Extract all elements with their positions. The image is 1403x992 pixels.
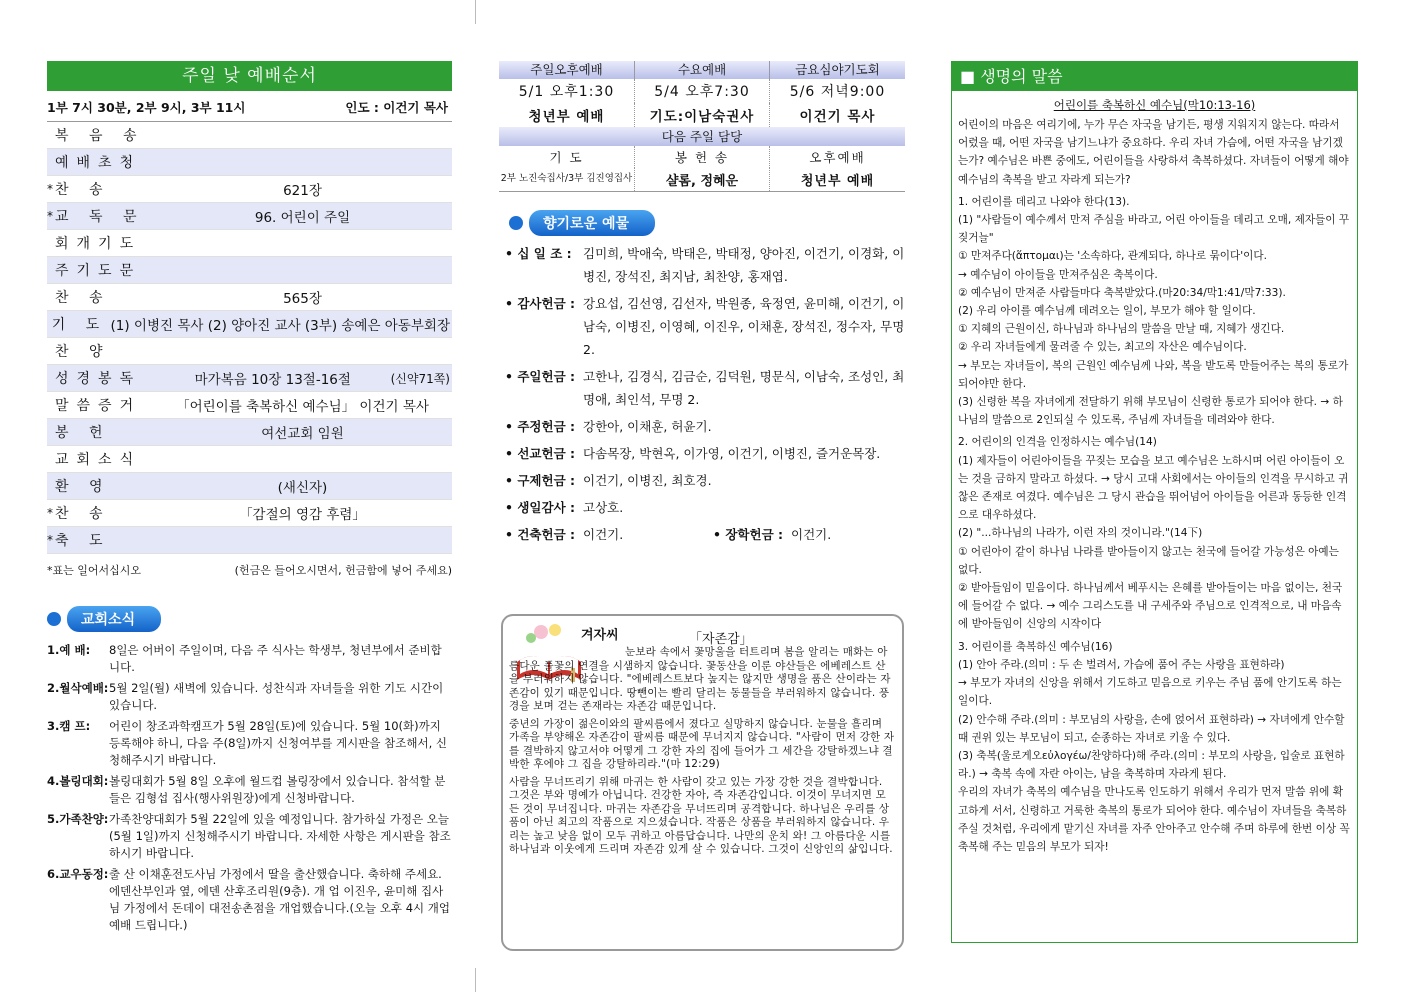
- order-row: [47, 446, 452, 473]
- news-text: 볼링대회가 5월 8일 오후에 월드컵 볼링장에서 있습니다. 참석할 분들은 김형섭 집사(행사위원장)에게 신청바랍니다.: [109, 774, 446, 805]
- news-item: [47, 811, 452, 862]
- news-item: [47, 642, 452, 676]
- sermon-paragraph: 어린이의 마음은 여리기에, 누가 무슨 자국을 남기든, 평생 지워지지 않는다. 따라서 어렸을 때, 어떤 자국을 남기느냐가 중요하다. 우리 자녀 가슴에, 어떤 자국을 남기겠는가? 예수님은 바쁜 중에도, 어린이들을 사랑하셔 축복하셨다. 자녀들이 어떻게 해야 예수님의 축복을 받고 자라게 되는가?: [958, 119, 1349, 186]
- order-row: [47, 149, 452, 176]
- order-name: 찬 양: [55, 344, 111, 360]
- offering-label: • 주정헌금 :: [505, 419, 575, 434]
- order-row: [47, 419, 452, 446]
- sermon-paragraph: → 부모가 자녀의 신앙을 위해서 기도하고 믿음으로 키우는 주님 품에 안기도록 하는 일이다.: [958, 677, 1342, 708]
- sermon-paragraph: ② 우리 자녀들에게 물려줄 수 있는, 최고의 자산은 예수님이다.: [958, 341, 1247, 354]
- offering-names: 강한아, 이채훈, 허윤기.: [583, 419, 712, 434]
- sermon-paragraph: 우리의 자녀가 축복의 예수님을 만나도록 인도하기 위해서 우리가 먼저 말씀 위에 확고하게 서서, 신령하고 거룩한 축복의 통로가 되어야 한다. 예수님이 자녀들을 축복하주실 것처럼, 우리에게 맡기신 자녀를 자주 안아주고 안수해 주며 하루에 한번 이상 꼭 축복해 주는 믿음의 부모가 되자!: [958, 786, 1350, 853]
- order-name: 예배초청: [55, 155, 142, 171]
- mustard-tag: 겨자씨: [581, 628, 619, 643]
- scholar-label: • 장학헌금 :: [713, 527, 783, 542]
- news-item: [47, 680, 452, 714]
- essay-body: [509, 646, 896, 861]
- essay-paragraph: 중년의 가장이 젊은이와의 팔씨름에서 졌다고 실망하지 않습니다. 눈물을 흘리며 가족을 부양해온 자존감이 팔씨름 때문에 무너지지 않습니다. "사람이 먼저 강한 자를 결박하지 않고서야 어떻게 그 강한 자의 집에 들어가 그 세간을 강탈하겠느냐 결박한 후에야 그 집을 강탈하리라."(마 12:29): [509, 717, 895, 770]
- offering-row: [505, 365, 905, 411]
- offering-row-extra: [499, 523, 905, 546]
- order-content: 621장: [283, 183, 322, 199]
- sermon-paragraph: (2) 우리 아이를 예수님께 데려오는 일이, 부모가 해야 할 일이다.: [958, 305, 1256, 318]
- news-item: [47, 718, 452, 769]
- offering-label: • 감사헌금 :: [505, 296, 575, 311]
- sermon-paragraph: 2. 어린이의 인격을 인정하시는 예수님(14): [958, 436, 1157, 449]
- service-times: 1부 7시 30분, 2부 9시, 3부 11시: [47, 100, 246, 115]
- order-name: 찬 송: [55, 290, 111, 306]
- sermon-paragraph: (2) 안수해 주라.(의미 : 부모님의 사랑을, 손에 얹어서 표현하라) → 자녀에게 안수할 때 권위 있는 부모님이 되고, 순종하는 자녀로 키울 수 있다.: [958, 713, 1345, 744]
- order-content: 「감절의 영감 후렴」: [239, 507, 366, 523]
- offering-row: [505, 469, 905, 492]
- offering-note: (헌금은 들어오시면서, 헌금함에 넣어 주세요): [234, 564, 452, 577]
- sermon-paragraph: (1) 안아 주라.(의미 : 두 손 벌려서, 가슴에 품어 주는 사랑을 표현하라): [958, 658, 1285, 671]
- service-header: 수요예배: [634, 61, 769, 79]
- offering-row: [505, 415, 905, 438]
- sermon-body: [952, 113, 1357, 856]
- duty-value: 청년부 예배: [769, 168, 905, 191]
- news-text: 출 산 이채훈전도사님 가정에서 딸을 출산했습니다. 축하해 주세요. 에덴산부인과 옆, 에덴 산후조리원(9층). 개 업 이진우, 윤미해 집사님 가정에서 돈데이 대전송촌점을 개업했습니다.(오늘 오후 4시 개업예배 드립니다.): [109, 867, 450, 932]
- offerings-title: 향기로운 예물: [529, 210, 655, 236]
- duty-header: 기 도: [549, 150, 584, 165]
- worship-subline: [47, 91, 452, 122]
- service-header: 주일오후예배: [499, 61, 634, 79]
- news-text: 5월 2일(월) 새벽에 있습니다. 성찬식과 자녀들을 위한 기도 시간이 있습니다.: [109, 681, 444, 712]
- sermon-paragraph: 1. 어린이를 데리고 나와야 한다(13).: [958, 195, 1130, 208]
- stand-note: *표는 일어서십시오: [47, 564, 142, 577]
- word-of-life-panel: [951, 61, 1358, 943]
- order-row: [47, 338, 452, 365]
- sermon-paragraph: (1) "사람들이 예수께서 만져 주심을 바라고, 어린 아이들을 데리고 오매, 제자들이 꾸짖거늘": [958, 214, 1350, 245]
- offering-label: • 주일헌금 :: [505, 369, 575, 384]
- order-row: [47, 392, 452, 419]
- order-content: 565장: [283, 291, 322, 307]
- order-content: (1) 이병진 목사 (2) 양아진 교사 (3부) 송예은 아동부회장: [110, 318, 450, 334]
- news-label: 1.예 배:: [47, 643, 91, 657]
- order-row: [47, 527, 452, 554]
- service-header: 금요심야기도회: [769, 61, 905, 79]
- order-row: [47, 203, 452, 230]
- next-duty-grid: [499, 146, 905, 192]
- offering-row: [505, 242, 905, 288]
- schedule-panel: [499, 61, 905, 546]
- fold-line-top: [475, 0, 476, 24]
- news-text: 8일은 어버이 주일이며, 다음 주 식사는 학생부, 청년부에서 준비합니다.: [109, 643, 442, 674]
- order-row: [47, 473, 452, 500]
- essay-title: 「자존감」: [689, 632, 753, 647]
- sermon-paragraph: ① 만져주다(ἅπτομαι)는 '소속하다, 관계되다, 하나로 묶이다'이다.: [958, 250, 1267, 263]
- order-name: 찬 송: [55, 182, 111, 198]
- order-name: 찬 송: [55, 506, 111, 522]
- order-row: [47, 311, 452, 338]
- news-list: [47, 642, 452, 934]
- news-label: 6.교우동정:: [47, 867, 109, 881]
- bullet-dot-icon: [47, 612, 61, 626]
- offering-names: 김미희, 박애숙, 박태은, 박태정, 양아진, 이건기, 이경화, 이병진, 장석진, 최지남, 최찬양, 홍재엽.: [583, 246, 905, 284]
- sermon-paragraph: ② 예수님이 만져준 사람들마다 축복받았다.(마20:34/막1:41/막7:33).: [958, 286, 1286, 299]
- order-row: [47, 284, 452, 311]
- offering-row: [505, 292, 905, 361]
- order-name: 회개기도: [55, 236, 142, 252]
- sermon-paragraph: ② 받아들임이 믿음이다. 하나님께서 베푸시는 은혜를 받아들이는 마음 없이는, 천국에 들어갈 수 없다. → 예수 그리스도를 내 구세주와 주님으로 인격적으로, 내 마음속에 받아들임이 신앙의 시작이다: [958, 582, 1343, 631]
- sermon-paragraph: ① 어린아이 같이 하나님 나라를 받아들이지 않고는 천국에 들어갈 가능성은 아예는 없다.: [958, 545, 1339, 576]
- news-text: 어린이 창조과학캠프가 5월 28일(토)에 있습니다. 5월 10(화)까지 등록해야 하니, 다음 주(8일)까지 신청여부를 게시판을 참조해서, 신청해주시기 바랍니다.: [109, 719, 448, 767]
- order-row: [47, 500, 452, 527]
- order-name: 기 도: [51, 317, 108, 333]
- duty-header: 오후예배: [769, 146, 905, 168]
- news-label: 5.가족찬양:: [47, 812, 109, 826]
- fold-line-bottom: [475, 968, 476, 992]
- offering-names: 이건기, 이병진, 최호경.: [583, 473, 712, 488]
- order-name: 복 음 송: [55, 128, 145, 144]
- sermon-paragraph: (3) 축복(울로게오εὐλογέω/찬양하다)해 주라.(의미 : 부모의 사랑을, 입술로 표현하라.) → 축복 속에 자란 아이는, 남을 축복하며 자라게 된다.: [958, 749, 1345, 781]
- word-title: ■ 생명의 말씀: [952, 62, 1357, 91]
- news-label: 4.볼링대회:: [47, 774, 109, 788]
- service-leader: 청년부 예배: [528, 109, 605, 125]
- offering-label: • 십 일 조 :: [505, 246, 572, 261]
- bullet-dot-icon: [509, 216, 523, 230]
- duty-header: 봉 헌 송: [634, 146, 769, 168]
- order-row: [47, 257, 452, 284]
- order-content: 마가복음 10장 13절-16절: [194, 372, 351, 388]
- sermon-paragraph: → 예수님이 아이들을 만져주심은 축복이다.: [958, 268, 1158, 281]
- sermon-paragraph: → 부모는 자녀들이, 복의 근원인 예수님께 나와, 복을 받도록 만들어주는 복의 통로가 되어야만 한다.: [958, 359, 1349, 390]
- building-label: • 건축헌금 :: [505, 527, 575, 542]
- order-mark: *: [47, 506, 53, 520]
- order-name: 교 독 문: [55, 209, 145, 225]
- building-value: 이건기.: [583, 527, 624, 542]
- offering-label: • 구제헌금 :: [505, 473, 575, 488]
- order-name: 교회소식: [55, 452, 142, 468]
- news-text: 가족찬양대회가 5월 22일에 있을 예정입니다. 참가하실 가정은 오늘(5월 1일)까지 신청해주시기 바랍니다. 자세한 사항은 게시판을 참조하시기 바랍니다.: [109, 812, 451, 860]
- order-content: 96. 어린이 주일: [254, 210, 351, 226]
- offering-names: 다솜목장, 박현옥, 이가영, 이건기, 이병진, 즐거운목장.: [583, 446, 881, 461]
- worship-order-title: 주일 낮 예배순서: [47, 61, 452, 91]
- order-row: [47, 230, 452, 257]
- mustard-seed-card: [501, 614, 904, 951]
- offering-names: 강요섭, 김선영, 김선자, 박원종, 육정연, 윤미해, 이건기, 이남숙, 이병진, 이영혜, 이진우, 이채훈, 장석진, 정수자, 무명 2.: [583, 296, 905, 357]
- essay-paragraph: 눈보라 속에서 꽃망울을 터트리며 봄을 알리는 매화는 아름다운 풀꽃의 연결을 시샘하지 않습니다. 꽃동산을 이룬 야산들은 에베레스트 산을 부러워하지 않습니다. "에베레스트보다 높지는 않지만 생명을 품은 산이라는 자존감이 있기 때문입니다. 땅뺀이는 빨리 달리는 동물들을 부러워하지 않습니다. 풍경을 보며 걷는 존재라는 자존감 때문입니다.: [509, 646, 891, 712]
- offering-names: 고상호.: [583, 500, 624, 515]
- news-header: [47, 606, 161, 632]
- order-note: [47, 562, 452, 578]
- duty-value: 샬롬, 정혜운: [634, 168, 769, 191]
- news-item: [47, 773, 452, 807]
- service-grid: [499, 61, 905, 127]
- news-title: 교회소식: [67, 606, 161, 632]
- scholar-value: 이건기.: [791, 527, 832, 542]
- order-tail: (신약71쪽): [390, 371, 450, 386]
- order-mark: *: [47, 533, 53, 547]
- offering-label: • 선교헌금 :: [505, 446, 575, 461]
- order-name: 말씀증거: [55, 398, 142, 414]
- offerings-header: [509, 210, 655, 236]
- next-duty-title: 다음 주일 담당: [499, 127, 905, 146]
- order-row: [47, 365, 452, 392]
- service-time: 5/6 저녁9:00: [769, 79, 905, 103]
- order-content: (새신자): [277, 480, 328, 496]
- order-name: 축 도: [55, 533, 111, 549]
- offerings-list: [499, 242, 905, 519]
- sermon-paragraph: (2) "...하나님의 나라가, 이런 자의 것이니라."(14下): [958, 527, 1203, 540]
- worship-order-panel: [47, 61, 452, 938]
- offering-row: [505, 442, 905, 465]
- offering-label: • 생일감사 :: [505, 500, 575, 515]
- order-content: 「어린이를 축복하신 예수님」 이건기 목사: [176, 399, 429, 415]
- duty-value: 2부 노진숙집사/3부 김진영집사: [500, 173, 633, 184]
- sermon-paragraph: 3. 어린이를 축복하신 예수님(16): [958, 640, 1113, 653]
- service-time: 5/4 오후7:30: [634, 79, 769, 103]
- service-time: 5/1 오후1:30: [518, 84, 615, 100]
- news-item: [47, 866, 452, 934]
- order-name: 성경봉독: [55, 371, 142, 387]
- sermon-paragraph: (3) 신령한 복을 자녀에게 전달하기 위해 부모님이 신령한 통로가 되어야 한다. → 하나님의 말씀으로 2인되실 수 있도록, 주님께 자녀들을 데려와야 한다.: [958, 396, 1343, 427]
- news-label: 2.월삭예배:: [47, 681, 109, 695]
- service-leader: 기도:이남숙권사: [634, 103, 769, 127]
- essay-paragraph: 사람을 무너뜨리기 위해 마귀는 한 사람이 갖고 있는 가장 강한 것을 결박합니다. 그것은 부와 명예가 아닙니다. 건강한 자아, 즉 자존감입니다. 이것이 무너지면 모든 것이 무너집니다. 마귀는 자존감을 무너뜨리며 공격합니다. 하나님은 우리를 상품이 아닌 최고의 작품으로 지으셨습니다. 작품은 상품을 부러워하지 않습니다. 우리는 높고 낮음 없이 모두 귀하고 아름답습니다. 나만의 운치 와! 그 아름다운 시를 하나님과 이웃에게 드리며 자존감 있게 살 수 있습니다. 그것이 신앙인의 삶입니다.: [509, 775, 893, 855]
- sermon-paragraph: (1) 제자들이 어린아이들을 꾸짖는 모습을 보고 예수님은 노하시며 어린 아이들이 오는 것을 금하지 말라고 하셨다. → 당시 고대 사회에서는 아이들의 인격을 무시하고 귀찮은 존재로 여겼다. 예수님은 그 당시 관습을 뛰어넘어 아이들을 어른과 동등한 인격으로 대우하셨다.: [958, 454, 1349, 522]
- order-row: [47, 122, 452, 149]
- order-mark: *: [47, 182, 53, 196]
- order-list: [47, 122, 452, 554]
- offering-names: 고한나, 김경식, 김금순, 김덕원, 명문식, 이남숙, 조성인, 최명애, 최인석, 무명 2.: [583, 369, 905, 407]
- order-content: 여선교회 임원: [261, 426, 344, 442]
- service-leader: 이건기 목사: [769, 103, 905, 127]
- offering-row: [505, 496, 905, 519]
- sermon-title: 어린이를 축복하신 예수님(막10:13-16): [1053, 98, 1256, 112]
- sermon-paragraph: ① 지혜의 근원이신, 하나님과 하나님의 말씀을 만날 때, 지혜가 생긴다.: [958, 323, 1285, 336]
- order-name: 주기도문: [55, 263, 142, 279]
- news-label: 3.캠 프:: [47, 719, 91, 733]
- order-name: 봉 헌: [55, 425, 111, 441]
- order-mark: *: [47, 209, 53, 223]
- order-name: 환 영: [55, 479, 111, 495]
- leader: 인도 : 이건기 목사: [345, 100, 448, 115]
- order-row: [47, 176, 452, 203]
